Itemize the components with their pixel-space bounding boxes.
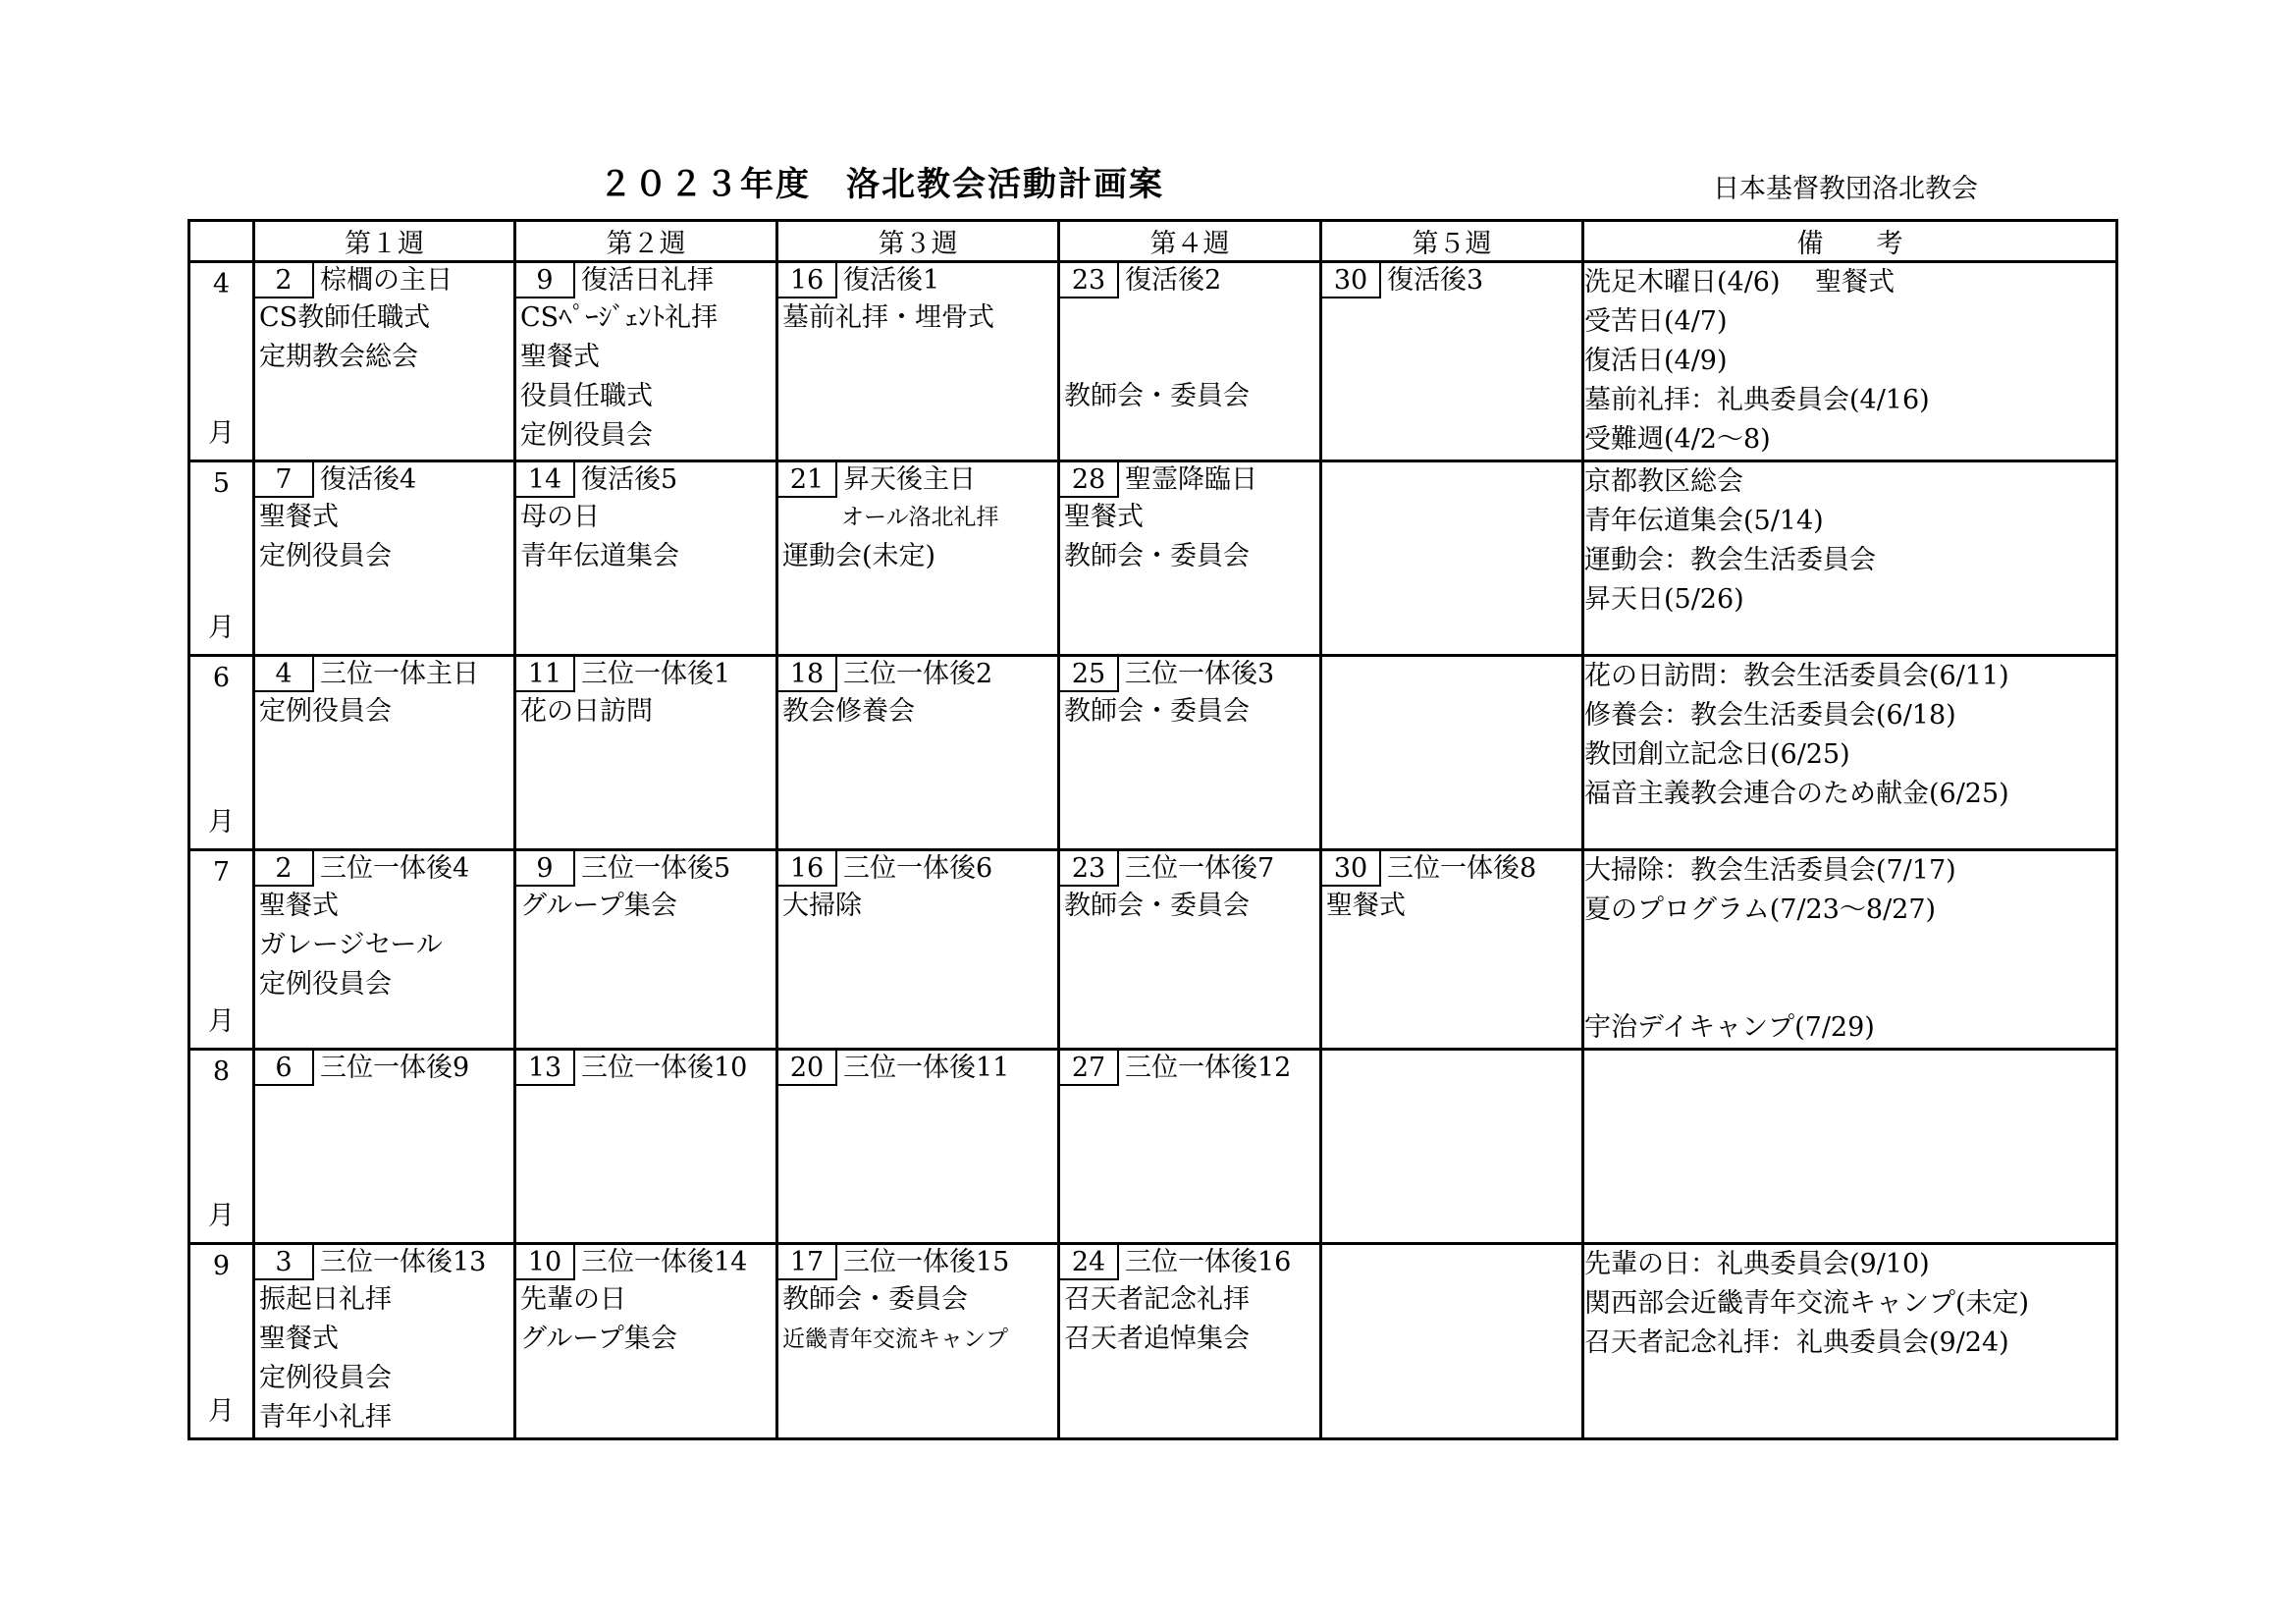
sunday-name: 三位一体後15 (843, 1247, 1010, 1277)
sunday-name: 三位一体後10 (581, 1053, 748, 1083)
note-item: 洗足木曜日(4/6) 聖餐式 (1584, 267, 1896, 298)
event-item: 母の日 (520, 502, 600, 532)
event-item: 墓前礼拝・埋骨式 (782, 302, 994, 333)
note-item: 先輩の日：礼典委員会(9/10) (1584, 1249, 1930, 1279)
note-item: 大掃除：教会生活委員会(7/17) (1584, 855, 1956, 886)
event-item: 召天者記念礼拝 (1064, 1284, 1250, 1315)
note-item: 復活日(4/9) (1584, 346, 1728, 376)
week-header (516, 462, 775, 498)
week-cell (1321, 262, 1583, 461)
date-box: 16 (778, 263, 837, 298)
week-header (255, 263, 513, 298)
event-item (1060, 338, 1319, 377)
week-cell (777, 656, 1059, 850)
note-item: 宇治デイキャンプ(7/29) (1584, 1012, 1875, 1043)
header-week-4: 第４週 (1059, 221, 1321, 262)
month-row (189, 1244, 2117, 1439)
week-cell (254, 656, 515, 850)
week-cell (1059, 1244, 1321, 1439)
event-item: 聖餐式 (1064, 502, 1144, 532)
week-header (778, 851, 1057, 887)
week-header (516, 263, 775, 298)
month-row (189, 461, 2117, 656)
header-week-2: 第２週 (515, 221, 777, 262)
week-cell (1059, 850, 1321, 1050)
event-item: 運動会(未定) (782, 541, 936, 571)
week-cell (777, 461, 1059, 656)
week-cell (1059, 461, 1321, 656)
date-box: 27 (1060, 1051, 1119, 1086)
event-item: 先輩の日 (520, 1284, 626, 1315)
header-row (189, 221, 2117, 262)
sunday-name: 三位一体後14 (581, 1247, 748, 1277)
date-box: 30 (1322, 263, 1381, 298)
sunday-name: 昇天後主日 (843, 464, 976, 495)
week-cell (254, 1244, 515, 1439)
week-cell (515, 1244, 777, 1439)
event-item: CSﾍﾟｰｼﾞｪﾝﾄ礼拝 (520, 302, 719, 333)
event-item: 定例役員会 (520, 420, 653, 451)
note-item: 関西部会近畿青年交流キャンプ(未定) (1584, 1288, 2030, 1319)
sunday-name: 復活後4 (320, 464, 417, 495)
note-item: 昇天日(5/26) (1584, 584, 1744, 615)
event-item: 定例役員会 (259, 1363, 392, 1393)
sunday-name: 三位一体後8 (1387, 853, 1537, 884)
week-header (516, 1245, 775, 1280)
month-cell (189, 1050, 254, 1244)
sunday-name: 三位一体後2 (843, 659, 993, 689)
month-label: 月 (208, 418, 235, 449)
header-notes: 備 考 (1583, 221, 2117, 262)
month-label: 月 (208, 807, 235, 838)
month-row (189, 656, 2117, 850)
date-box: 16 (778, 851, 837, 887)
month-label: 月 (208, 1006, 235, 1037)
sunday-name: 三位一体後12 (1125, 1053, 1292, 1083)
sunday-name: 三位一体後1 (581, 659, 731, 689)
week-header (516, 1051, 775, 1086)
week-header (778, 1245, 1057, 1280)
month-cell (189, 1244, 254, 1439)
sunday-name: 復活後5 (581, 464, 678, 495)
week-cell (254, 461, 515, 656)
organization-name: 日本基督教団洛北教会 (1713, 174, 1978, 204)
week-cell (515, 1050, 777, 1244)
month-label: 月 (208, 613, 235, 643)
date-box: 9 (516, 851, 575, 887)
date-box: 28 (1060, 462, 1119, 498)
date-box: 14 (516, 462, 575, 498)
date-box: 4 (255, 657, 314, 692)
sunday-name: 三位一体後9 (320, 1053, 470, 1083)
date-box: 23 (1060, 851, 1119, 887)
notes-cell (1583, 850, 2117, 1050)
date-box: 6 (255, 1051, 314, 1086)
sunday-name: 棕櫚の主日 (320, 265, 453, 296)
header-week-5: 第５週 (1321, 221, 1583, 262)
note-item: 受苦日(4/7) (1584, 306, 1728, 337)
note-item (1584, 969, 2115, 1008)
note-item: 墓前礼拝：礼典委員会(4/16) (1584, 385, 1930, 415)
note-item: 修養会：教会生活委員会(6/18) (1584, 700, 1956, 731)
event-item: 大掃除 (782, 891, 862, 921)
month-number: 6 (212, 663, 231, 693)
page-title: ２０２３年度 洛北教会活動計画案 (599, 165, 1164, 204)
date-box: 10 (516, 1245, 575, 1280)
month-number: 8 (212, 1056, 231, 1087)
week-header (778, 1051, 1057, 1086)
week-header (1060, 851, 1319, 887)
event-item: 教師会・委員会 (1064, 541, 1250, 571)
month-number: 5 (212, 468, 231, 499)
week-header (516, 851, 775, 887)
week-cell (254, 262, 515, 461)
event-item: 役員任職式 (520, 381, 653, 411)
week-header (255, 851, 513, 887)
date-box: 2 (255, 851, 314, 887)
note-item: 受難週(4/2〜8) (1584, 424, 1771, 455)
sunday-name: 復活後1 (843, 265, 940, 296)
week-cell (777, 262, 1059, 461)
event-item: 定期教会総会 (259, 342, 418, 372)
notes-cell (1583, 1050, 2117, 1244)
note-item: 夏のプログラム(7/23〜8/27) (1584, 894, 1937, 925)
date-box: 25 (1060, 657, 1119, 692)
week-header (1322, 263, 1581, 298)
sunday-name: 三位一体後3 (1125, 659, 1275, 689)
event-item: 聖餐式 (259, 891, 339, 921)
event-item: 青年小礼拝 (259, 1402, 392, 1433)
event-item: 定例役員会 (259, 969, 392, 1000)
event-item: 聖餐式 (1326, 891, 1406, 921)
week-header (1060, 462, 1319, 498)
date-box: 20 (778, 1051, 837, 1086)
month-number: 7 (212, 857, 231, 888)
notes-cell (1583, 262, 2117, 461)
month-cell (189, 850, 254, 1050)
event-item: 青年伝道集会 (520, 541, 679, 571)
event-item: 近畿青年交流キャンプ (782, 1326, 1008, 1352)
header-week-3: 第３週 (777, 221, 1059, 262)
date-box: 17 (778, 1245, 837, 1280)
event-item: 振起日礼拝 (259, 1284, 392, 1315)
week-header (1060, 657, 1319, 692)
week-cell (515, 850, 777, 1050)
date-box: 13 (516, 1051, 575, 1086)
notes-cell (1583, 461, 2117, 656)
sunday-name: 聖霊降臨日 (1125, 464, 1257, 495)
month-label: 月 (208, 1396, 235, 1427)
note-item: 京都教区総会 (1584, 466, 1743, 497)
event-item: 教会修養会 (782, 696, 915, 727)
date-box: 21 (778, 462, 837, 498)
week-header (778, 462, 1057, 498)
date-box: 23 (1060, 263, 1119, 298)
week-header (1060, 1245, 1319, 1280)
sunday-name: 三位一体後16 (1125, 1247, 1292, 1277)
week-header (778, 263, 1057, 298)
week-header (255, 462, 513, 498)
date-box: 3 (255, 1245, 314, 1280)
week-header (255, 657, 513, 692)
activity-plan-table (187, 219, 2118, 1440)
note-item: 花の日訪問：教会生活委員会(6/11) (1584, 661, 2009, 691)
note-item: 青年伝道集会(5/14) (1584, 506, 1824, 536)
date-box: 2 (255, 263, 314, 298)
month-row (189, 1050, 2117, 1244)
week-cell (1059, 656, 1321, 850)
month-number: 4 (212, 269, 231, 299)
event-item: 教師会・委員会 (782, 1284, 968, 1315)
event-item: 定例役員会 (259, 541, 392, 571)
event-item: 聖餐式 (259, 1324, 339, 1354)
note-item: 召天者記念礼拝：礼典委員会(9/24) (1584, 1327, 2009, 1358)
event-item: オール洛北礼拝 (841, 505, 999, 530)
event-item: 教師会・委員会 (1064, 696, 1250, 727)
sunday-name: 復活日礼拝 (581, 265, 714, 296)
week-cell (1059, 262, 1321, 461)
week-cell (515, 262, 777, 461)
event-item: CS教師任職式 (259, 302, 431, 333)
week-header (778, 657, 1057, 692)
week-cell (1321, 850, 1583, 1050)
month-row (189, 850, 2117, 1050)
event-item: 花の日訪問 (520, 696, 653, 727)
week-cell (777, 1244, 1059, 1439)
event-item: 教師会・委員会 (1064, 381, 1250, 411)
note-item: 運動会：教会生活委員会 (1584, 545, 1876, 575)
event-item: 聖餐式 (259, 502, 339, 532)
header-week-1: 第１週 (254, 221, 515, 262)
week-cell (254, 1050, 515, 1244)
event-item: グループ集会 (520, 891, 677, 921)
date-box: 11 (516, 657, 575, 692)
event-item: 召天者追悼集会 (1064, 1324, 1250, 1354)
sunday-name: 三位一体後7 (1125, 853, 1275, 884)
sunday-name: 三位一体後6 (843, 853, 993, 884)
month-cell (189, 262, 254, 461)
week-cell (777, 1050, 1059, 1244)
date-box: 24 (1060, 1245, 1119, 1280)
sunday-name: 復活後2 (1125, 265, 1222, 296)
event-item: 教師会・委員会 (1064, 891, 1250, 921)
note-item (1584, 930, 2115, 969)
week-cell (1321, 461, 1583, 656)
week-header (516, 657, 775, 692)
event-item: 定例役員会 (259, 696, 392, 727)
date-box: 30 (1322, 851, 1381, 887)
month-cell (189, 461, 254, 656)
notes-cell (1583, 656, 2117, 850)
week-header (255, 1051, 513, 1086)
sunday-name: 三位一体後4 (320, 853, 470, 884)
month-row (189, 262, 2117, 461)
header-corner (189, 221, 254, 262)
week-header (1060, 1051, 1319, 1086)
month-number: 9 (212, 1251, 231, 1281)
event-item: ガレージセール (259, 930, 443, 960)
week-cell (1059, 1050, 1321, 1244)
week-cell (1321, 1244, 1583, 1439)
week-cell (777, 850, 1059, 1050)
month-label: 月 (208, 1201, 235, 1231)
date-box: 9 (516, 263, 575, 298)
week-cell (254, 850, 515, 1050)
week-cell (1321, 656, 1583, 850)
note-item: 福音主義教会連合のため献金(6/25) (1584, 779, 2009, 809)
sunday-name: 三位一体主日 (320, 659, 479, 689)
event-item: 聖餐式 (520, 342, 600, 372)
sunday-name: 三位一体後11 (843, 1053, 1010, 1083)
event-item: グループ集会 (520, 1324, 677, 1354)
note-item: 教団創立記念日(6/25) (1584, 739, 1850, 770)
sunday-name: 三位一体後5 (581, 853, 731, 884)
week-cell (515, 656, 777, 850)
month-cell (189, 656, 254, 850)
date-box: 7 (255, 462, 314, 498)
notes-cell (1583, 1244, 2117, 1439)
week-header (1322, 851, 1581, 887)
week-header (1060, 263, 1319, 298)
sunday-name: 三位一体後13 (320, 1247, 487, 1277)
event-item (1060, 298, 1319, 338)
week-cell (1321, 1050, 1583, 1244)
week-cell (515, 461, 777, 656)
week-header (255, 1245, 513, 1280)
sunday-name: 復活後3 (1387, 265, 1484, 296)
date-box: 18 (778, 657, 837, 692)
